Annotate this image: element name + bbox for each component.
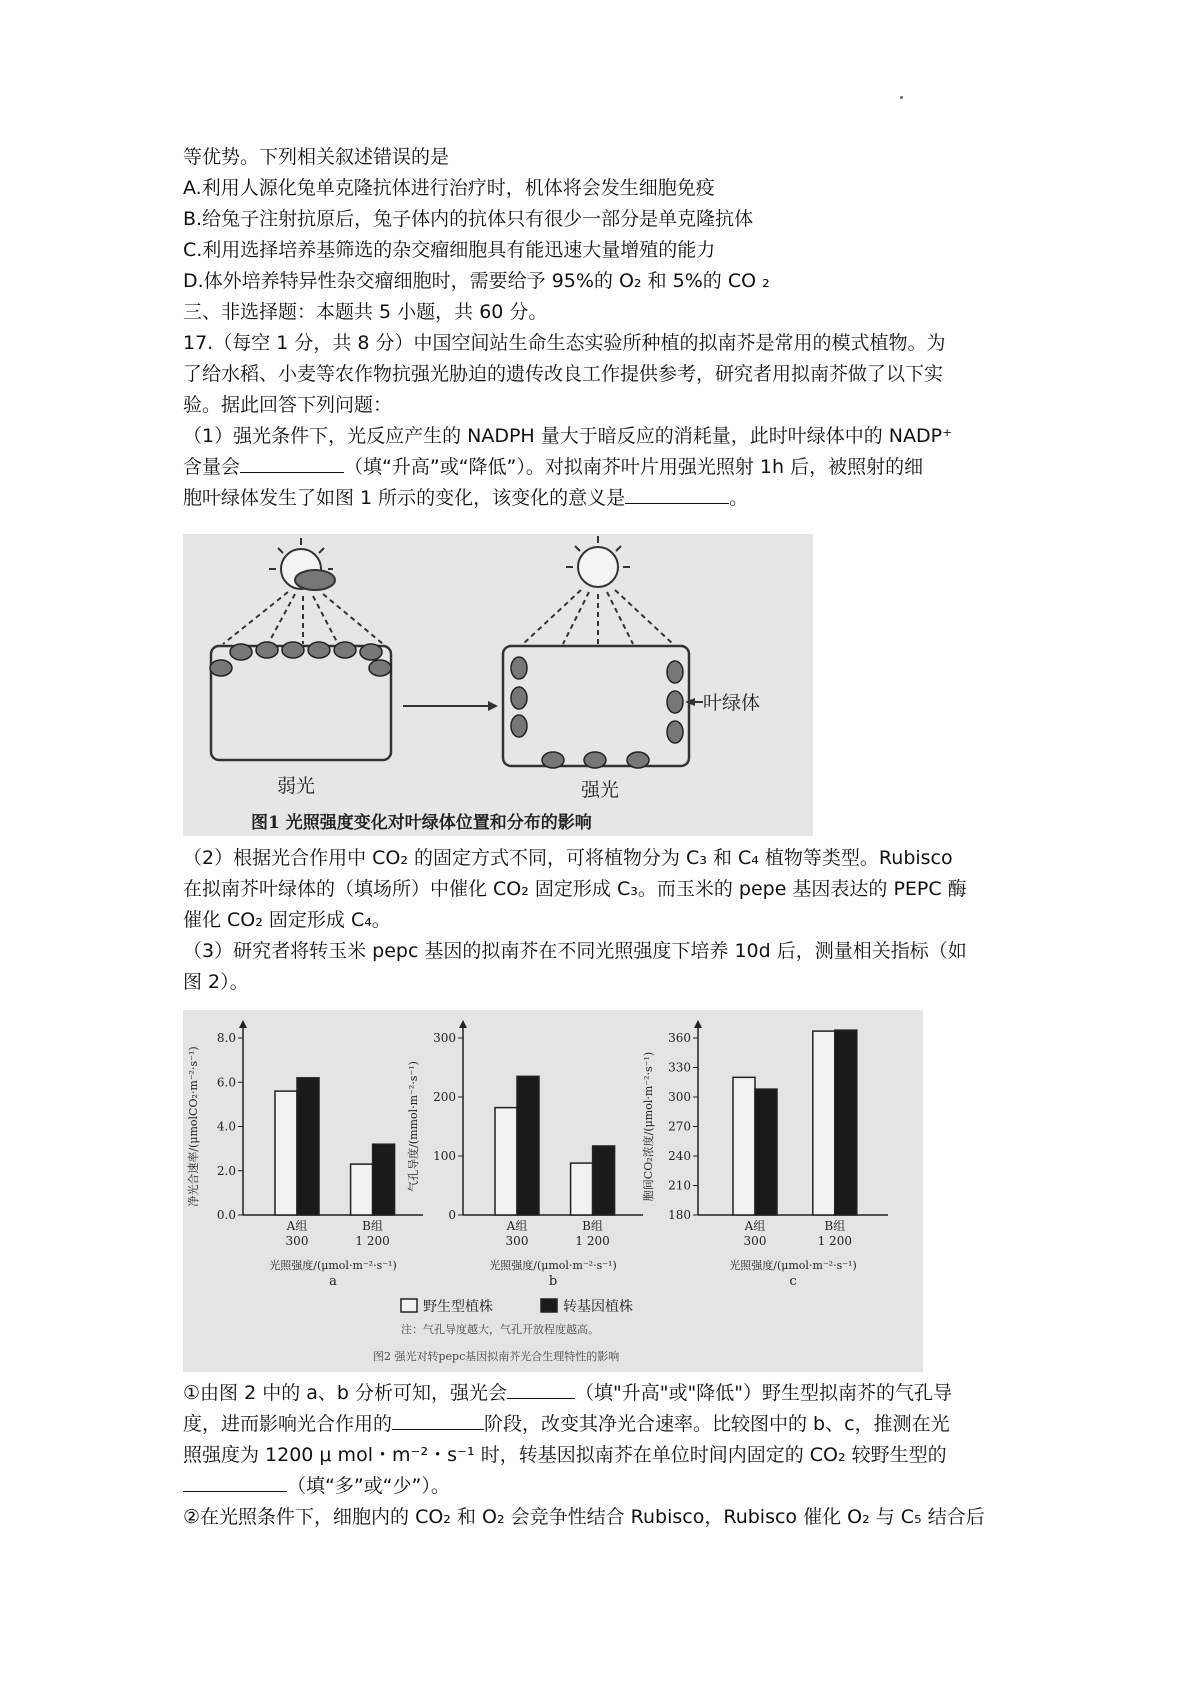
bar-wild: [571, 1163, 593, 1215]
figure-1: [183, 534, 813, 836]
y-tick-label: 180: [668, 1208, 691, 1222]
answer-blank[interactable]: [183, 1473, 287, 1492]
text-line-with-blank: [183, 1409, 1033, 1440]
text-segment: 度，进而影响光合作用的: [183, 1413, 393, 1435]
y-tick-label: 360: [668, 1031, 691, 1045]
text-line-with-blank: [183, 1471, 1033, 1502]
category-label: 1 200: [355, 1234, 390, 1248]
text-line: （3）研究者将转玉米 pepc 基因的拟南芥在不同光照强度下培养 10d 后，测量相关指标（如: [183, 940, 967, 962]
legend-swatch-trans: [541, 1299, 557, 1312]
y-tick-label: 270: [668, 1119, 691, 1134]
figure-1-diagram: [183, 534, 813, 836]
bar-trans: [593, 1146, 615, 1215]
text-line: 在拟南芥叶绿体的（填场所）中催化 CO₂ 固定形成 C₃。而玉米的 pepe 基因表达的 PEPC 酶: [183, 878, 967, 900]
panel-label: b: [548, 1274, 558, 1289]
strong-light-label: 强光: [581, 779, 620, 801]
legend-trans-label: 转基因植株: [563, 1299, 633, 1315]
figure-2: [183, 1010, 923, 1372]
text-segment: 。: [729, 487, 749, 509]
x-axis-label: 光照强度/(μmol·m⁻²·s⁻¹): [489, 1259, 617, 1272]
text-segment: ①由图 2 中的 a、b 分析可知，强光会: [183, 1382, 507, 1404]
category-label: B组: [824, 1219, 846, 1233]
legend-wild-label: 野生型植株: [423, 1299, 493, 1315]
y-axis-label: 胞间CO₂浓度/(μmol·m⁻²·s⁻¹): [642, 1051, 655, 1202]
y-tick-label: 0: [448, 1208, 456, 1222]
question-text-mid: [183, 843, 1033, 998]
text-segment: 含量会: [183, 456, 241, 478]
x-axis-label: 光照强度/(μmol·m⁻²·s⁻¹): [269, 1259, 397, 1272]
bar-trans: [517, 1076, 539, 1215]
y-tick-label: 210: [668, 1178, 691, 1193]
option-d: D.体外培养特异性杂交瘤细胞时，需要给予 95%的 O₂ 和 5%的 CO ₂: [183, 270, 770, 292]
category-label: A组: [286, 1219, 308, 1233]
answer-blank[interactable]: [507, 1380, 575, 1399]
text-line: 图 2）。: [183, 971, 249, 993]
category-label: 1 200: [575, 1234, 610, 1248]
text-line: （2）根据光合作用中 CO₂ 的固定方式不同，可将植物分为 C₃ 和 C₄ 植物等类型。Rubisco: [183, 847, 953, 869]
figure-2-caption: 图2 强光对转pepc基因拟南芥光合生理特性的影响: [373, 1350, 620, 1363]
y-tick-label: 300: [668, 1090, 691, 1104]
page-marker-dot: [900, 96, 903, 99]
answer-blank[interactable]: [625, 485, 729, 504]
option-a: A.利用人源化兔单克隆抗体进行治疗时，机体将会发生细胞免疫: [183, 177, 715, 199]
text-line: （1）强光条件下，光反应产生的 NADPH 量大于暗反应的消耗量，此时叶绿体中的 NADP⁺: [183, 425, 953, 447]
bar-wild: [275, 1091, 297, 1215]
panel-label: a: [329, 1274, 337, 1289]
y-tick-label: 6.0: [216, 1075, 236, 1090]
category-label: 1 200: [817, 1234, 852, 1248]
text-segment: （填“多”或“少”）。: [287, 1475, 450, 1497]
option-c: C.利用选择培养基筛选的杂交瘤细胞具有能迅速大量增殖的能力: [183, 239, 716, 261]
chloroplast-label: 叶绿体: [703, 692, 761, 714]
y-tick-label: 2.0: [216, 1163, 236, 1178]
category-label: 300: [285, 1234, 309, 1248]
text-segment: 胞叶绿体发生了如图 1 所示的变化，该变化的意义是: [183, 487, 626, 509]
bar-wild: [813, 1031, 835, 1215]
y-tick-label: 4.0: [216, 1119, 236, 1134]
text-line-with-blank: [183, 1378, 1033, 1409]
text-segment: 阶段，改变其净光合速率。比较图中的 b、c，推测在光: [484, 1413, 950, 1435]
text-segment: （填"升高"或"降低"）野生型拟南芥的气孔导: [574, 1382, 952, 1404]
text-line-with-blank: [183, 483, 1033, 514]
text-line-with-blank: [183, 452, 1033, 483]
question-text-bottom: [183, 1378, 1033, 1533]
y-tick-label: 300: [433, 1031, 456, 1045]
bar-trans: [835, 1030, 857, 1215]
x-axis-label: 光照强度/(μmol·m⁻²·s⁻¹): [729, 1259, 857, 1272]
text-line: 验。据此回答下列问题：: [183, 394, 393, 416]
weak-light-label: 弱光: [277, 775, 316, 797]
question-text-top: [183, 142, 1033, 514]
y-tick-label: 240: [668, 1149, 691, 1163]
bar-wild: [733, 1077, 755, 1215]
y-tick-label: 200: [433, 1090, 456, 1104]
option-b: B.给兔子注射抗原后，兔子体内的抗体只有很少一部分是单克隆抗体: [183, 208, 754, 230]
bar-trans: [373, 1144, 395, 1215]
section-heading: 三、非选择题：本题共 5 小题，共 60 分。: [183, 301, 548, 323]
y-tick-label: 8.0: [216, 1031, 236, 1045]
category-label: A组: [744, 1219, 766, 1233]
panel-label: c: [789, 1274, 797, 1289]
bar-trans: [755, 1089, 777, 1215]
text-line: 等优势。下列相关叙述错误的是: [183, 146, 450, 168]
text-line: ②在光照条件下，细胞内的 CO₂ 和 O₂ 会竞争性结合 Rubisco，Rubisco 催化 O₂ 与 C₅ 结合后: [183, 1506, 985, 1528]
figure-2-charts: [183, 1010, 923, 1372]
figure-2-note: 注：气孔导度越大，气孔开放程度越高。: [401, 1323, 599, 1336]
y-tick-label: 0.0: [216, 1208, 236, 1222]
y-axis-label: 净光合速率/(μmolCO₂·m⁻²·s⁻¹): [187, 1046, 200, 1207]
figure-1-caption: 图1 光照强度变化对叶绿体位置和分布的影响: [251, 813, 592, 833]
category-label: 300: [505, 1234, 529, 1248]
category-label: B组: [362, 1219, 384, 1233]
legend-swatch-wild: [401, 1299, 417, 1312]
bar-wild: [495, 1108, 517, 1215]
text-line: 了给水稻、小麦等农作物抗强光胁迫的遗传改良工作提供参考，研究者用拟南芥做了以下实: [183, 363, 944, 385]
answer-blank[interactable]: [240, 454, 344, 473]
y-tick-label: 100: [433, 1149, 456, 1163]
category-label: B组: [582, 1219, 604, 1233]
text-line: 照强度为 1200 μ mol・m⁻²・s⁻¹ 时，转基因拟南芥在单位时间内固定的 CO₂ 较野生型的: [183, 1444, 947, 1466]
y-axis-label: 气孔导度/(mmol·m⁻²·s⁻¹): [407, 1061, 420, 1192]
y-tick-label: 330: [668, 1060, 691, 1075]
category-label: 300: [743, 1234, 767, 1248]
text-line: 催化 CO₂ 固定形成 C₄。: [183, 909, 391, 931]
text-line: 17.（每空 1 分，共 8 分）中国空间站生命生态实验所种植的拟南芥是常用的模式植物。为: [183, 332, 946, 354]
answer-blank[interactable]: [392, 1411, 484, 1430]
category-label: A组: [506, 1219, 528, 1233]
bar-wild: [351, 1164, 373, 1215]
bar-trans: [297, 1078, 319, 1215]
text-segment: （填“升高”或“降低”）。对拟南芥叶片用强光照射 1h 后，被照射的细: [344, 456, 924, 478]
